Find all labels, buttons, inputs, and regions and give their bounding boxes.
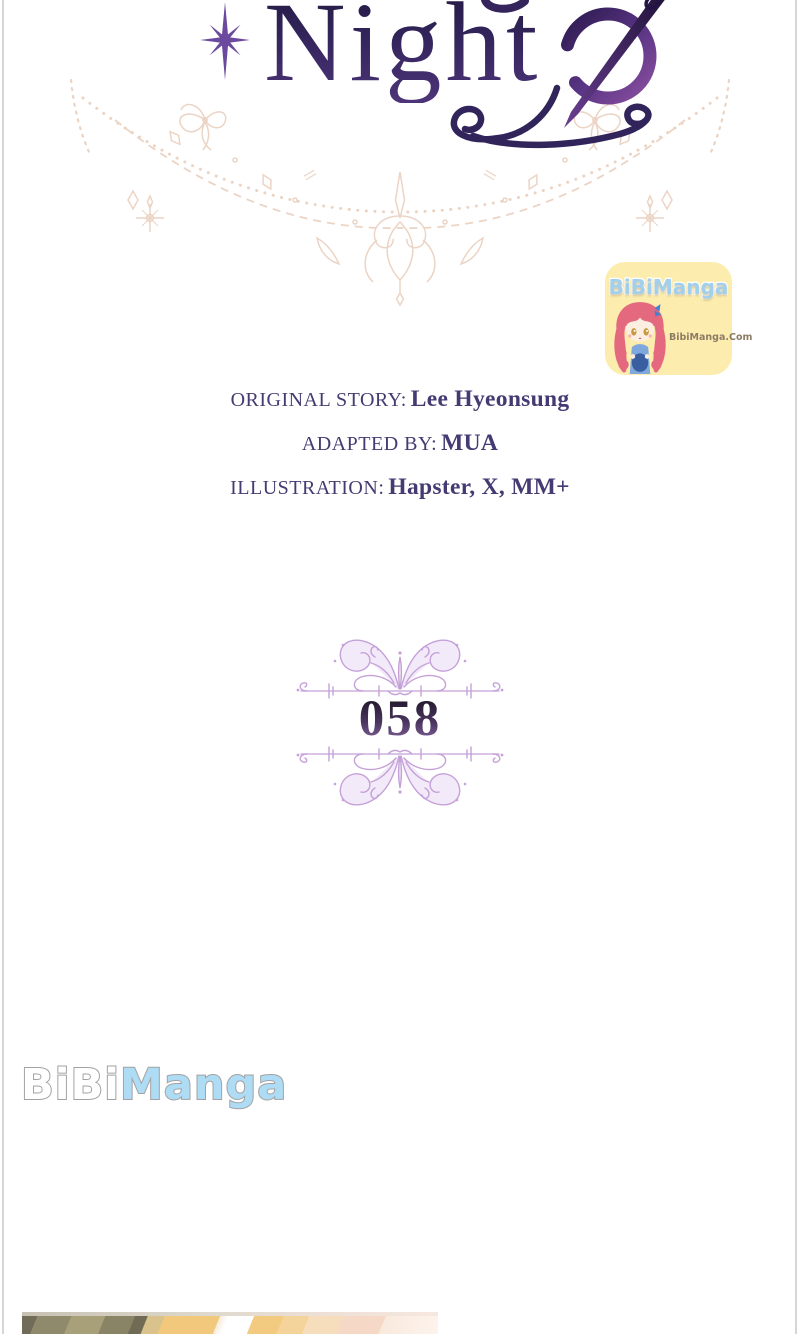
crescent-moon-needle-icon [540, 0, 700, 150]
badge-site-text: BibiManga.Com [669, 332, 753, 343]
next-panel-artwork-sliver [22, 1312, 438, 1334]
sparkle-icon [192, 2, 262, 80]
chibi-girl-mascot-icon [609, 298, 671, 376]
credit-name: Hapster, X, MM+ [388, 474, 570, 500]
footer-watermark-part1: BiBi [21, 1060, 121, 1110]
credit-label: ADAPTED BY: [301, 433, 438, 455]
page-edge-line-right [795, 0, 797, 1334]
credit-name: MUA [441, 430, 499, 456]
credit-name: Lee Hyeonsung [410, 386, 570, 412]
footer-watermark-part2: Manga [120, 1060, 288, 1110]
credit-adapted-by [0, 430, 800, 457]
badge-brand-text: BiBiManga [608, 275, 729, 299]
credit-original-story [0, 386, 800, 413]
series-title: Night [264, 0, 541, 103]
bibimanga-footer-watermark [21, 1060, 287, 1110]
filigree-divider-bottom [295, 742, 505, 812]
bibimanga-watermark-badge [605, 262, 753, 375]
page-edge-line-left [2, 0, 4, 1334]
credit-illustration [0, 474, 800, 501]
chapter-number: 058 [0, 694, 800, 745]
credit-label: ILLUSTRATION: [230, 477, 385, 499]
credits-block [0, 386, 800, 518]
credit-label: ORIGINAL STORY: [230, 389, 407, 411]
